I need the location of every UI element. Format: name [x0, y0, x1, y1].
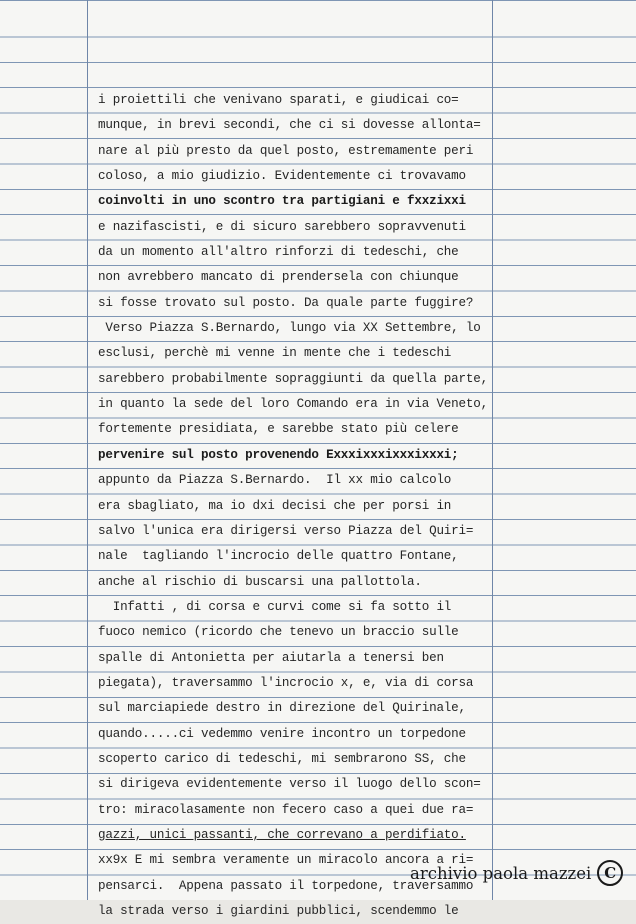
text-line: xx9x E mi sembra veramente un miracolo ancora a ri=: [98, 853, 474, 868]
text-line: sarebbero probabilmente sopraggiunti da quella parte,: [98, 371, 488, 386]
text-line: esclusi, perchè mi venne in mente che i tedeschi: [98, 346, 452, 361]
text-line: coinvolti in uno scontro tra partigiani e fxxzixxi: [98, 194, 466, 209]
copyright-icon: C: [597, 860, 623, 886]
text-line: i proiettili che venivano sparati, e giudicai co=: [98, 93, 459, 107]
text-line: coloso, a mio giudizio. Evidentemente ci trovavamo: [98, 169, 466, 184]
text-line: la strada verso i giardini pubblici, scendemmo le: [98, 904, 459, 918]
text-line: era sbagliato, ma io dxi decisi che per porsi in: [98, 498, 452, 513]
text-line: Infatti , di corsa e curvi come si fa sotto il: [98, 599, 452, 614]
text-line: nare al più presto da quel posto, estremamente peri: [98, 143, 474, 158]
text-line: si dirigeva evidentemente verso il luogo dello scon=: [98, 777, 481, 792]
text-line: sul marciapiede destro in direzione del Quirinale,: [98, 701, 466, 716]
text-line: si fosse trovato sul posto. Da quale parte fuggire?: [98, 295, 474, 310]
left-margin-line: [87, 0, 88, 900]
text-line: fortemente presidiata, e sarebbe stato più celere: [98, 422, 459, 437]
text-line: nale tagliando l'incrocio delle quattro Fontane,: [98, 549, 459, 564]
text-line: Verso Piazza S.Bernardo, lungo via XX Settembre, lo: [98, 321, 481, 336]
text-line: fuoco nemico (ricordo che tenevo un braccio sulle: [98, 625, 459, 640]
text-line: quando.....ci vedemmo venire incontro un torpedone: [98, 726, 466, 741]
text-line: appunto da Piazza S.Bernardo. Il xx mio calcolo: [98, 473, 452, 488]
text-line: pervenire sul posto provenendo Exxxixxxixxxixxxi;: [98, 447, 459, 462]
text-line: salvo l'unica era dirigersi verso Piazza del Quiri=: [98, 523, 474, 538]
archive-watermark: [410, 860, 623, 886]
text-line: in quanto la sede del loro Comando era in via Veneto,: [98, 397, 488, 412]
text-line: pensarci. Appena passato il torpedone, traversammo: [98, 878, 474, 893]
watermark-text: archivio paola mazzei: [410, 863, 592, 883]
text-line: gazzi, unici passanti, che correvano a perdifiato.: [98, 827, 466, 842]
text-line: da un momento all'altro rinforzi di tedeschi, che: [98, 245, 459, 260]
text-line: munque, in brevi secondi, che ci si dovesse allonta=: [98, 118, 481, 133]
typed-text-block: [98, 88, 518, 924]
text-line: scoperto carico di tedeschi, mi sembrarono SS, che: [98, 751, 466, 766]
text-line: anche al rischio di buscarsi una pallottola.: [98, 574, 422, 589]
text-line: tro: miracolasamente non fecero caso a quei due ra=: [98, 802, 474, 817]
text-line: spalle di Antonietta per aiutarla a tenersi ben: [98, 650, 444, 665]
text-line: non avrebbero mancato di prendersela con chiunque: [98, 270, 459, 285]
text-line: piegata), traversammo l'incrocio x, e, via di corsa: [98, 675, 474, 690]
binder-edge: [10, 0, 24, 900]
text-line: e nazifascisti, e di sicuro sarebbero sopravvenuti: [98, 219, 466, 234]
